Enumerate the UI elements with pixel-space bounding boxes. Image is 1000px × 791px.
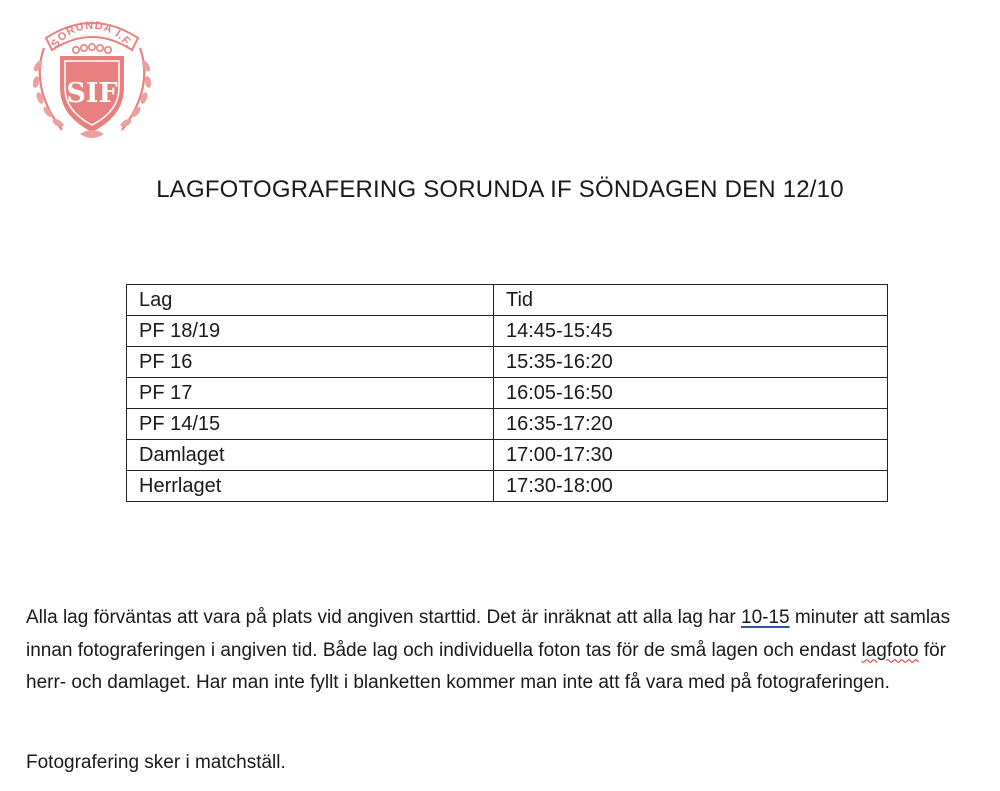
sorunda-crest-icon — [22, 8, 162, 148]
time-cell: 17:30-18:00 — [494, 471, 888, 502]
table-row — [127, 347, 888, 378]
instructions-text-part2: minuter att samlas innan fotograferingen i angiven tid. Både lag och individuella foton tas för de små lagen och endast — [26, 607, 951, 661]
time-cell: 16:05-16:50 — [494, 378, 888, 409]
logo-ribbon-text: SORUNDA I.F. — [49, 19, 136, 51]
column-header-time: Tid — [494, 285, 888, 316]
page-title: LAGFOTOGRAFERING SORUNDA IF SÖNDAGEN DEN 12/10 — [156, 176, 844, 203]
dress-code-paragraph: Fotografering sker i matchställ. — [26, 752, 286, 773]
logo-monogram: SIF — [66, 78, 118, 109]
table-row — [127, 440, 888, 471]
time-cell: 15:35-16:20 — [494, 347, 888, 378]
table-row — [127, 378, 888, 409]
club-logo — [22, 8, 162, 148]
table-row — [127, 316, 888, 347]
instructions-paragraph — [26, 602, 976, 700]
table-row — [127, 471, 888, 502]
instructions-text-part3: för herr- och damlaget. Har man inte fyllt i blanketten kommer man inte att få vara med på fotograferingen. — [26, 639, 947, 693]
table-header-row — [127, 285, 888, 316]
team-cell: PF 18/19 — [127, 316, 494, 347]
team-cell: PF 14/15 — [127, 409, 494, 440]
spellcheck-word: lagfoto — [861, 639, 919, 661]
time-cell: 16:35-17:20 — [494, 409, 888, 440]
time-cell: 17:00-17:30 — [494, 440, 888, 471]
time-cell: 14:45-15:45 — [494, 316, 888, 347]
team-cell: PF 17 — [127, 378, 494, 409]
column-header-team: Lag — [127, 285, 494, 316]
schedule-table — [126, 284, 888, 502]
team-cell: PF 16 — [127, 347, 494, 378]
team-cell: Herrlaget — [127, 471, 494, 502]
instructions-text-part1: Alla lag förväntas att vara på plats vid angiven starttid. Det är inräknat att alla lag har — [26, 607, 741, 628]
team-cell: Damlaget — [127, 440, 494, 471]
minutes-range-highlight: 10-15 — [741, 607, 790, 628]
table-row — [127, 409, 888, 440]
